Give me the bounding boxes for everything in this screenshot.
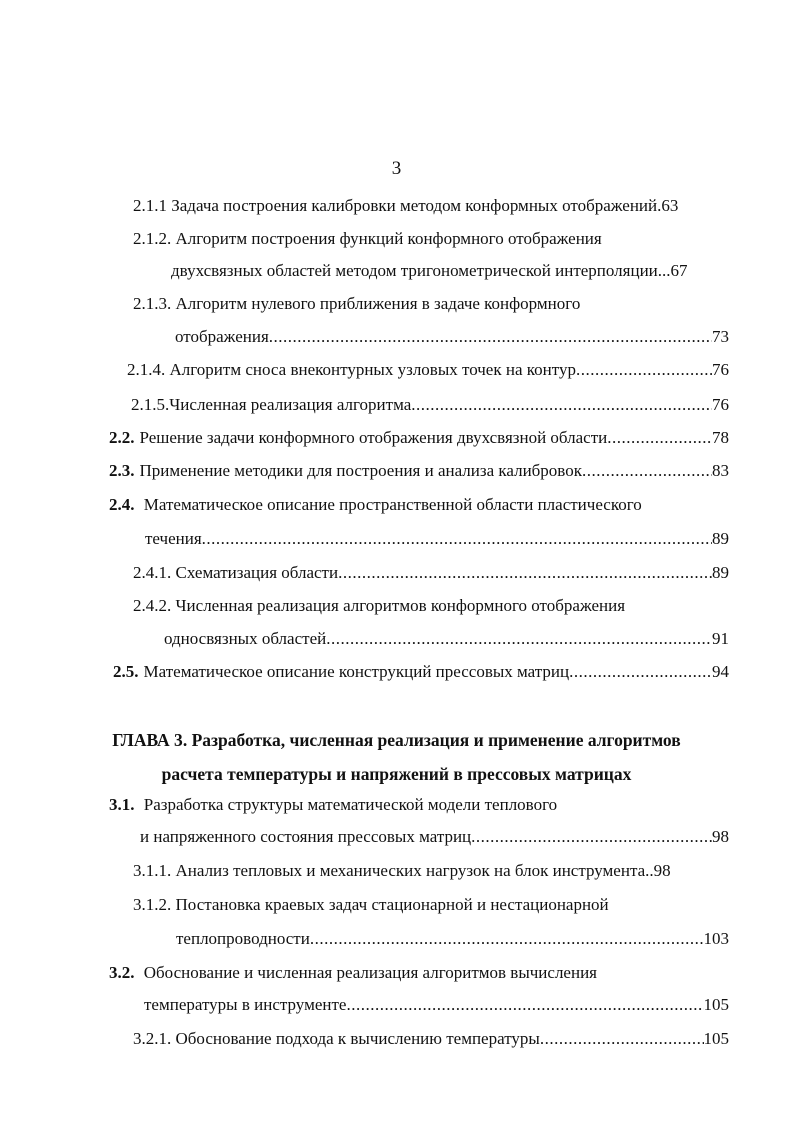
toc-entry-text: Математическое описание конструкций прессовых матриц (143, 662, 570, 681)
toc-entry-page: 73 (712, 327, 729, 346)
toc-entry-2-1-5 (131, 395, 729, 415)
toc-entry-page: 89 (712, 563, 729, 582)
toc-entry-text: 2.1.5.Численная реализация алгоритма (131, 395, 412, 414)
toc-entry-2-4-2-cont (164, 629, 729, 649)
toc-entry-page: 91 (712, 629, 729, 648)
toc-entry-text: Решение задачи конформного отображения двухсвязной области (139, 428, 608, 447)
toc-entry-2-4 (109, 495, 642, 515)
toc-entry-2-1-2-cont (171, 261, 729, 281)
leader-dots (338, 563, 712, 583)
toc-entry-2-4-1 (133, 563, 729, 583)
toc-entry-page: 98 (653, 861, 671, 880)
leader-dots (310, 929, 704, 949)
toc-entry-2-2 (109, 428, 729, 448)
toc-entry-number: 2.4. (109, 495, 135, 514)
toc-entry-2-1-3 (133, 294, 580, 314)
toc-entry-page: 98 (712, 827, 729, 846)
page-number: 3 (391, 158, 402, 179)
toc-entry-text: 2.1.3. Алгоритм нулевого приближения в задаче конформного (133, 294, 581, 313)
toc-entry-number: 2.5. (113, 662, 139, 681)
toc-entry-page: 83 (712, 461, 729, 480)
toc-entry-text: и напряженного состояния прессовых матриц (140, 827, 472, 846)
toc-entry-page: 103 (703, 929, 729, 948)
toc-entry-text: Математическое описание пространственной области пластического (143, 495, 642, 514)
toc-entry-number: 2.3. (109, 461, 135, 480)
toc-entry-page: 78 (712, 428, 729, 447)
toc-entry-text: 3.1.2. Постановка краевых задач стационарной и нестационарной (133, 895, 609, 914)
toc-entry-3-2 (109, 963, 597, 983)
toc-entry-2-5 (113, 662, 729, 682)
toc-entry-text: Применение методики для построения и анализа калибровок (139, 461, 582, 480)
toc-entry-text: односвязных областей (164, 629, 327, 648)
chapter-heading-line2 (0, 763, 793, 785)
toc-entry-text: отображения (175, 327, 269, 346)
toc-entry-page: 63 (661, 196, 679, 215)
toc-entry-text: температуры в инструменте (144, 995, 347, 1014)
toc-entry-2-1-1 (133, 196, 729, 216)
toc-entry-3-1 (109, 795, 557, 815)
leader-dots (411, 395, 712, 415)
toc-entry-page: 76 (712, 360, 729, 379)
toc-entry-3-2-cont (144, 995, 729, 1015)
leader-dots (540, 1029, 704, 1049)
toc-entry-3-1-1 (133, 861, 729, 881)
toc-entry-text: 2.1.2. Алгоритм построения функций конформного отображения (133, 229, 602, 248)
toc-entry-page: 89 (712, 529, 729, 548)
toc-entry-text: 2.1.4. Алгоритм сноса внеконтурных узловых точек на контур (127, 360, 576, 379)
toc-entry-2-4-2 (133, 596, 625, 616)
leader-dots (582, 461, 712, 481)
toc-entry-text: течения (145, 529, 202, 548)
toc-entry-text: Разработка структуры математической модели теплового (143, 795, 558, 814)
leader-dots (471, 827, 712, 847)
toc-entry-page: 67 (670, 261, 688, 280)
toc-entry-page: 105 (703, 1029, 729, 1048)
toc-entry-3-1-cont (140, 827, 729, 847)
toc-entry-text: двухсвязных областей методом тригонометрической интерполяции... (171, 261, 671, 280)
toc-entry-2-4-cont (145, 529, 729, 549)
leader-dots (326, 629, 712, 649)
toc-entry-page: 94 (712, 662, 729, 681)
leader-dots (269, 327, 712, 347)
toc-entry-2-1-4 (127, 360, 729, 380)
leader-dots (607, 428, 712, 448)
toc-entry-page: 105 (703, 995, 729, 1014)
chapter-title-line2: расчета температуры и напряжений в прессовых матрицах (161, 764, 632, 784)
toc-entry-number: 2.2. (109, 428, 135, 447)
toc-entry-3-1-2-cont (176, 929, 729, 949)
toc-entry-2-3 (109, 461, 729, 481)
toc-entry-page: 76 (712, 395, 729, 414)
leader-dots (576, 360, 712, 380)
leader-dots (346, 995, 703, 1015)
toc-entry-text: теплопроводности (176, 929, 310, 948)
chapter-label: ГЛАВА 3 (112, 730, 183, 750)
toc-entry-number: 3.1. (109, 795, 135, 814)
toc-entry-2-1-2 (133, 229, 602, 249)
leader-dots (569, 662, 712, 682)
leader-dots (202, 529, 712, 549)
toc-entry-text: Обоснование и численная реализация алгоритмов вычисления (143, 963, 597, 982)
chapter-title-line1: . Разработка, численная реализация и применение алгоритмов (182, 730, 681, 750)
chapter-heading (0, 729, 793, 751)
toc-entry-text: 2.4.2. Численная реализация алгоритмов конформного отображения (133, 596, 626, 615)
toc-entry-text: 3.2.1. Обоснование подхода к вычислению температуры (133, 1029, 540, 1048)
toc-entry-text: 3.1.1. Анализ тепловых и механических нагрузок на блок инструмента.. (133, 861, 654, 880)
toc-entry-3-2-1 (133, 1029, 729, 1049)
toc-entry-text: 2.1.1 Задача построения калибровки методом конформных отображений. (133, 196, 662, 215)
toc-entry-text: 2.4.1. Схематизация области (133, 563, 339, 582)
toc-entry-number: 3.2. (109, 963, 135, 982)
toc-entry-2-1-3-cont (175, 327, 729, 347)
toc-entry-3-1-2 (133, 895, 609, 915)
